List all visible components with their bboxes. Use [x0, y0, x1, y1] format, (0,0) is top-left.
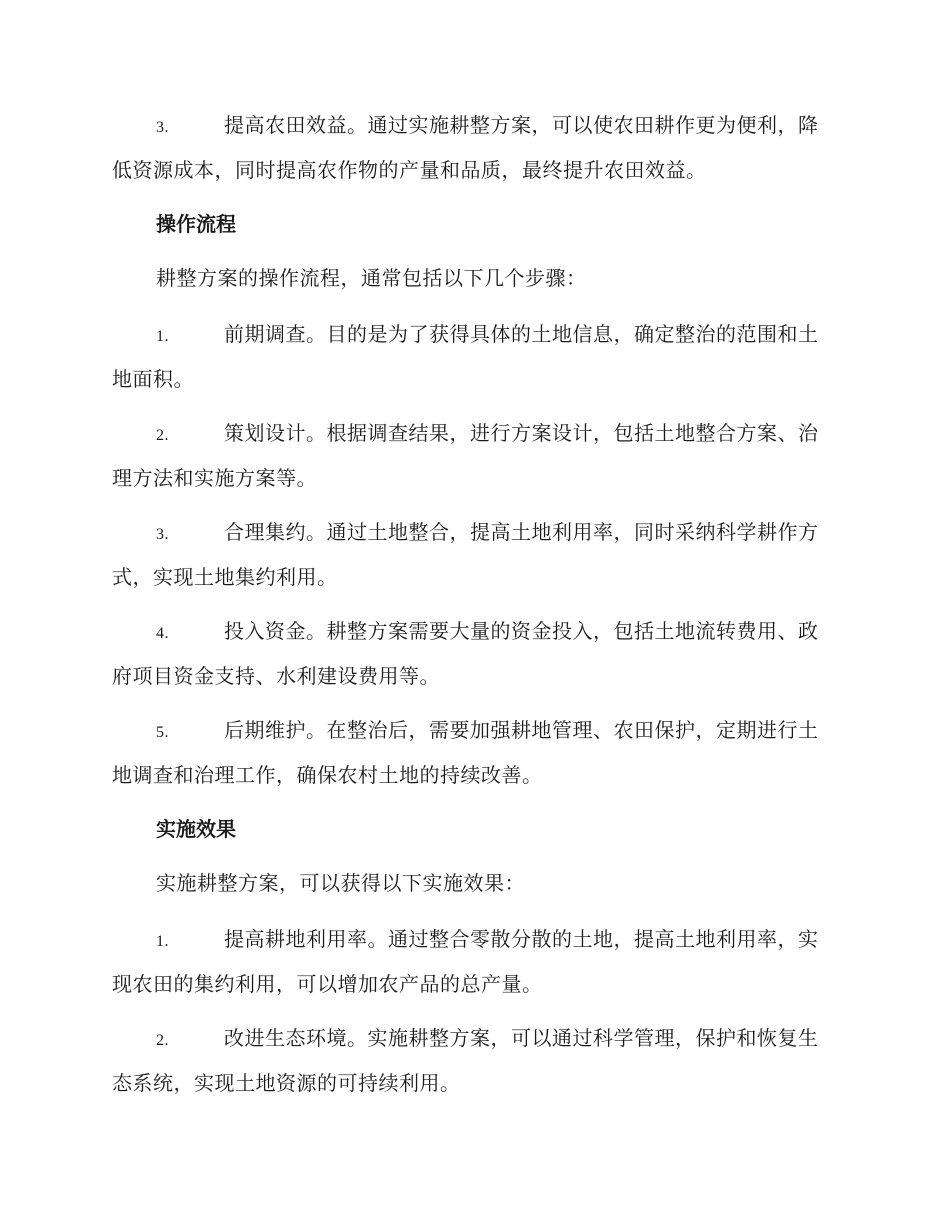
list-number: 2. — [156, 1032, 169, 1049]
list-number: 4. — [156, 625, 169, 642]
list-item — [112, 104, 836, 191]
section-heading-process: 操作流程 — [156, 212, 236, 236]
list-text: 前期调查。目的是为了获得具体的土地信息，确定整治的范围和土地面积。 — [112, 322, 819, 391]
list-text: 后期维护。在整治后，需要加强耕地管理、农田保护，定期进行土地调查和治理工作，确保农村土地的持续改善。 — [112, 718, 819, 787]
document-page — [112, 104, 836, 1116]
list-item — [112, 412, 836, 499]
list-item — [112, 313, 836, 400]
section-heading-effect: 实施效果 — [156, 817, 236, 841]
list-number: 3. — [156, 119, 169, 136]
list-text: 改进生态环境。实施耕整方案，可以通过科学管理，保护和恢复生态系统，实现土地资源的可持续利用。 — [112, 1026, 819, 1095]
section-intro-process: 耕整方案的操作流程，通常包括以下几个步骤： — [156, 266, 587, 290]
section-intro-effect: 实施耕整方案，可以获得以下实施效果： — [156, 871, 525, 895]
list-text: 策划设计。根据调查结果，进行方案设计，包括土地整合方案、治理方法和实施方案等。 — [112, 421, 819, 490]
list-number: 2. — [156, 427, 169, 444]
list-number: 1. — [156, 933, 169, 950]
list-text: 提高农田效益。通过实施耕整方案，可以使农田耕作更为便利，降低资源成本，同时提高农作物的产量和品质，最终提升农田效益。 — [112, 113, 819, 182]
list-item — [112, 1017, 836, 1104]
list-number: 3. — [156, 526, 169, 543]
list-number: 5. — [156, 724, 169, 741]
list-text: 提高耕地利用率。通过整合零散分散的土地，提高土地利用率，实现农田的集约利用，可以增加农产品的总产量。 — [112, 927, 819, 996]
list-text: 投入资金。耕整方案需要大量的资金投入，包括土地流转费用、政府项目资金支持、水利建设费用等。 — [112, 619, 819, 688]
list-number: 1. — [156, 328, 169, 345]
list-item — [112, 709, 836, 796]
list-item — [112, 610, 836, 697]
list-item — [112, 918, 836, 1005]
list-item — [112, 511, 836, 598]
list-text: 合理集约。通过土地整合，提高土地利用率，同时采纳科学耕作方式，实现土地集约利用。 — [112, 520, 819, 589]
